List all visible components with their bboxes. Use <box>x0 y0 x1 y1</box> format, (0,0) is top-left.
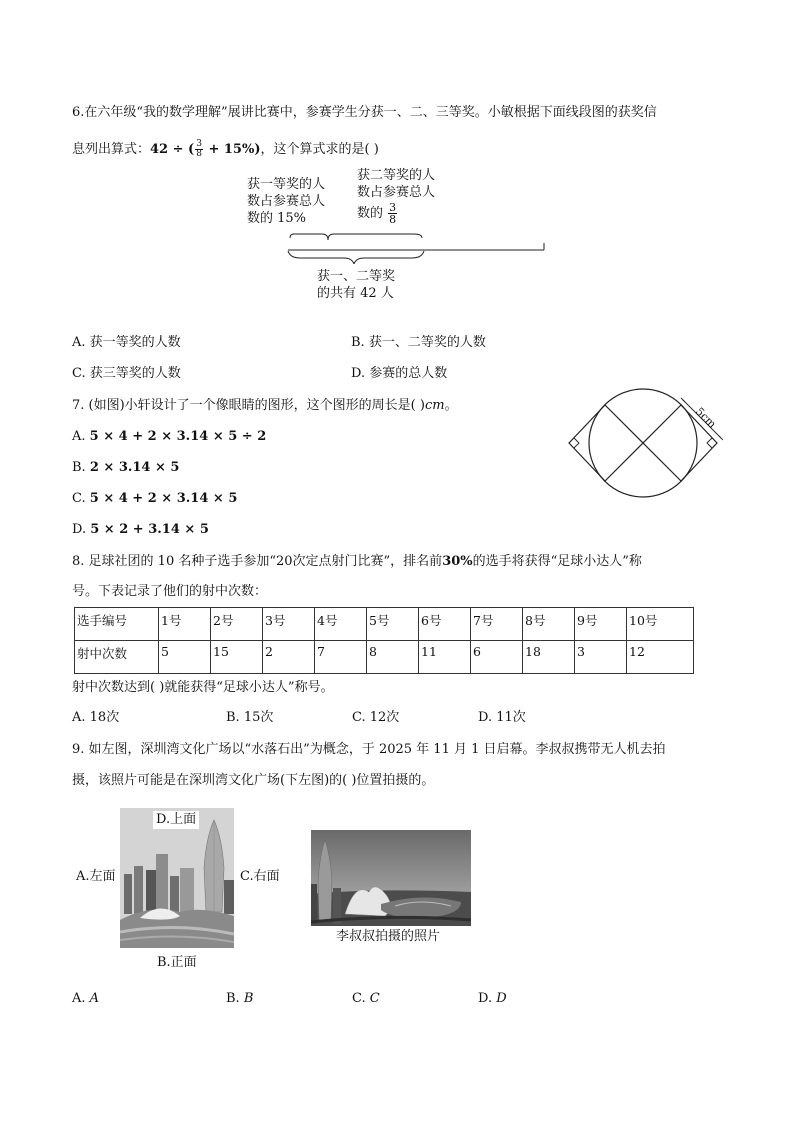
q7-stem: 7. (如图)小轩设计了一个像眼睛的图形，这个图形的周长是( )cm。 <box>72 398 458 413</box>
table-header-cell: 5号 <box>367 608 419 641</box>
q8-option-b[interactable]: B. 15次 <box>226 710 274 725</box>
q6-segment-svg <box>280 228 550 264</box>
table-header-cell: 7号 <box>471 608 523 641</box>
table-cell: 12 <box>627 641 694 674</box>
q9-label-bottom: B.正面 <box>157 955 197 970</box>
table-cell: 15 <box>211 641 263 674</box>
table-header-cell: 2号 <box>211 608 263 641</box>
q6-option-b[interactable]: B. 获一、二等奖的人数 <box>351 335 486 350</box>
table-header-cell: 10号 <box>627 608 694 641</box>
table-cell: 6 <box>471 641 523 674</box>
table-header-cell: 选手编号 <box>75 608 159 641</box>
q8-option-a[interactable]: A. 18次 <box>72 710 120 725</box>
q8-stem-line1: 8. 足球社团的 10 名种子选手参加“20次定点射门比赛”，排名前30%的选手将获得“足球小达人”称 <box>72 554 642 569</box>
table-header-cell: 4号 <box>315 608 367 641</box>
q9-option-a[interactable]: A. A <box>72 991 100 1006</box>
q9-stem-line2: 摄，该照片可能是在深圳湾文化广场(下左图)的( )位置拍摄的。 <box>72 773 435 788</box>
table-cell: 11 <box>419 641 471 674</box>
table-cell: 射中次数 <box>75 641 159 674</box>
q7-option-b[interactable]: B. 2 × 3.14 × 5 <box>72 460 180 475</box>
q6-label-first-prize: 获一等奖的人 数占参赛总人 数的 15% <box>247 177 326 226</box>
q8-option-d[interactable]: D. 11次 <box>478 710 526 725</box>
q9-plaza-photo <box>120 808 234 948</box>
q6-expr-a: 42 ÷ ( <box>150 142 195 157</box>
table-cell: 3 <box>575 641 627 674</box>
q6-option-c[interactable]: C. 获三等奖的人数 <box>72 366 181 381</box>
q7-option-c[interactable]: C. 5 × 4 + 2 × 3.14 × 5 <box>72 491 238 506</box>
table-row <box>75 641 694 674</box>
q6-option-d[interactable]: D. 参赛的总人数 <box>351 366 448 381</box>
q8-score-table <box>74 607 694 674</box>
q8-stem-line2: 号。下表记录了他们的射中次数： <box>72 584 268 599</box>
table-header-cell: 1号 <box>159 608 211 641</box>
q7-option-a[interactable]: A. 5 × 4 + 2 × 3.14 × 5 ÷ 2 <box>72 429 267 444</box>
q7-eye-figure <box>563 386 723 516</box>
q9-label-left: A.左面 <box>76 869 116 884</box>
q6-expr-b: + 15%) <box>203 142 261 157</box>
q7-figure-label: 5cm <box>692 404 719 431</box>
q6-stem-prefix: 息列出算式： <box>72 142 151 157</box>
q9-stem-line1: 9. 如左图，深圳湾文化广场以“水落石出”为概念，于 2025 年 11 月 1 日启幕。李叔叔携带无人机去拍 <box>72 742 666 757</box>
q9-photo-caption: 李叔叔拍摄的照片 <box>336 929 441 944</box>
table-header-cell: 9号 <box>575 608 627 641</box>
table-header-cell: 6号 <box>419 608 471 641</box>
q9-drone-photo <box>311 830 471 926</box>
q7-option-d[interactable]: D. 5 × 2 + 3.14 × 5 <box>72 522 209 537</box>
q6-stem-line1: 6.在六年级“我的数学理解”展讲比赛中，参赛学生分获一、二、三等奖。小敏根据下面线段图的获奖信 <box>72 105 657 120</box>
q6-label-second-prize: 获二等奖的人 数占参赛总人 数的 $\frac{3}{8}$ <box>357 168 436 226</box>
q6-stem-suffix: ，这个算式求的是( ) <box>260 142 379 157</box>
q9-option-b[interactable]: B. B <box>226 991 254 1006</box>
table-row <box>75 608 694 641</box>
q6-option-a[interactable]: A. 获一等奖的人数 <box>72 335 181 350</box>
q8-stem-line3: 射中次数达到( )就能获得“足球小达人”称号。 <box>72 680 334 695</box>
table-header-cell: 3号 <box>263 608 315 641</box>
q9-option-c[interactable]: C. C <box>352 991 380 1006</box>
q9-label-right: C.右面 <box>240 869 280 884</box>
q6-expr-fraction: $\frac{3}{8}$ <box>196 139 202 159</box>
q9-label-top: D.上面 <box>153 811 199 829</box>
table-cell: 5 <box>159 641 211 674</box>
q8-option-c[interactable]: C. 12次 <box>352 710 400 725</box>
q9-option-d[interactable]: D. D <box>478 991 507 1006</box>
q6-stem-line2 <box>72 140 379 159</box>
table-cell: 8 <box>367 641 419 674</box>
table-cell: 18 <box>523 641 575 674</box>
table-header-cell: 8号 <box>523 608 575 641</box>
table-cell: 7 <box>315 641 367 674</box>
table-cell: 2 <box>263 641 315 674</box>
q6-label-total-42: 获一、二等奖 的共有 42 人 <box>317 269 396 301</box>
